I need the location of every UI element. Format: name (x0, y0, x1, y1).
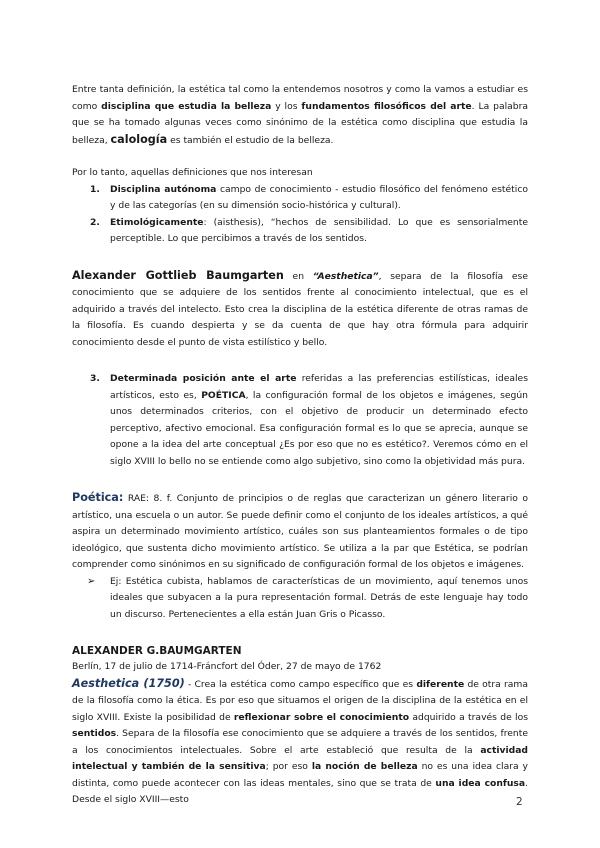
bold-run: actividad intelectual y también de la sensitiva (72, 744, 528, 772)
text-run: . Separa de la filosofía ese conocimiento que se adquiere a través de los sentidos, frente a los conocimientos intelectuales. Sobre el arte estableció que resulta de la (72, 728, 528, 756)
bold-run: sentidos (72, 728, 117, 739)
list-item (72, 182, 528, 215)
aesthetica-title: Aesthetica (1750) (72, 676, 185, 690)
bold-run: diferente (416, 678, 465, 690)
arrow-bullet-icon: ➢ (87, 575, 96, 587)
bold-run: Etimológicamente (110, 216, 204, 228)
text-run: , separa de la filosofía ese conocimiento que se adquiere de los sentidos frente al conocimiento intelectual, que es el adquirido a través del intelecto. Esto crea la disciplina de la estética diferente de otras ramas de la filosofía. Es cuando despierta y se da cuenta de que hay otra fórmula para adquirir conocimiento desde el punto de vista estilístico y bello. (72, 270, 528, 348)
list-item (72, 371, 528, 470)
text-run: RAE: 8. f. Conjunto de principios o de reglas que caracterizan un género literario o artístico, una escuela o un autor. Se puede definir como el conjunto de los ideales artísticos, a qué aspira un determinado movimiento artístico, cuáles son sus planteamientos formales o de tipo ideológico, que sustenta dicho movimiento artístico. Se utiliza a la par que Estética, se podrían comprender como sinónimos en su significado de configuración formal de los objetos e imágenes. (72, 493, 528, 570)
bold-run: disciplina que estudia la belleza (101, 100, 272, 112)
intro-paragraph (72, 82, 528, 149)
text-run: y los (271, 100, 302, 112)
aesthetica-paragraph (72, 676, 528, 809)
text-run: adquirido a través de los (409, 711, 529, 723)
text-run: ; por eso (265, 761, 312, 772)
poetica-label: Poética: (72, 491, 124, 504)
section-heading: ALEXANDER G.BAUMGARTEN (72, 645, 242, 657)
bold-run: Determinada posición ante el arte (110, 373, 297, 384)
list-number: 1. (90, 183, 100, 195)
example-bullet (72, 574, 528, 624)
bold-run: la noción de belleza (311, 761, 418, 772)
text-run: de otra rama de la filosofía como la ética. Es por eso que situamos el origen de la disciplina de la estética en el siglo XVIII. Existe la posibilidad de (72, 678, 528, 723)
text-run: campo de conocimiento - estudio filosófico del fenómeno estético y de las categorías (en su dimensión socio-histórica y cultural). (110, 183, 528, 211)
text-run: Ej: Estética cubista, hablamos de características de un movimiento, aquí tenemos unos ideales que subyacen a la pura representación formal. Detrás de este lenguaje hay todo un discurso. Pertenecientes a ella están Juan Gris o Picasso. (110, 575, 528, 620)
text-run: . La palabra que se ha tomado algunas veces como sinónimo de la estética como disciplina que estudia la belleza, (72, 100, 528, 146)
text-run: referidas a las preferencias estilísticas, ideales artísticos, esto es, (110, 373, 528, 401)
page-number: 2 (516, 796, 523, 808)
list-number: 2. (90, 216, 100, 228)
italic-run: “Aesthetica” (312, 270, 379, 282)
section-dates: Berlín, 17 de julio de 1714-Fráncfort del Óder, 27 de mayo de 1762 (72, 661, 382, 672)
list-item (72, 215, 528, 248)
page-content (72, 82, 528, 809)
text-run: es también el estudio de la belleza. (167, 134, 334, 146)
text-run: en (283, 270, 313, 282)
list-number: 3. (90, 373, 100, 384)
text-run: : (aisthesis), “hechos de sensibilidad. Lo que es sensorialmente perceptible. Lo que percibimos a través de los sentidos. (110, 216, 528, 244)
bold-run: una idea confusa (435, 777, 526, 789)
text-run: - Crea la estética como campo específico que es (184, 678, 417, 690)
bold-run: calología (110, 132, 168, 146)
bold-run: fundamentos filosóficos del arte (301, 100, 472, 112)
text-run: . Desde el siglo XVIII—esto (72, 777, 528, 805)
text-run: no es una idea clara y distinta, como puede acontecer con las ideas mentales, sino que se trata de (72, 761, 528, 789)
bold-run: Alexander Gottlieb Baumgarten (72, 268, 284, 282)
text-run: Entre tanta definición, la estética tal como la entendemos nosotros y como la vamos a estudiar es como (72, 84, 528, 112)
definitions-list (72, 182, 528, 248)
bold-run: reflexionar sobre el conocimiento (233, 711, 410, 723)
poetica-paragraph (72, 490, 528, 574)
text-run: , la configuración formal de los objetos e imágenes, según unos determinados criterios, con el objetivo de producir un determinado efecto perceptivo, afectivo emocional. Esa configuración formal es lo que se aprecia, aunque se opone a la idea del arte conceptual ¿Es por eso que no es estético?. Veremos cómo en el siglo XVIII lo bello no se entiende como algo subjetivo, sino como la objetividad más pura. (110, 389, 528, 467)
baumgarten-paragraph (72, 268, 528, 352)
definitions-list-continued (72, 371, 528, 470)
definitions-intro: Por lo tanto, aquellas definiciones que nos interesan (72, 167, 313, 178)
bold-run: POÉTICA (201, 389, 246, 401)
bold-run: Disciplina autónoma (110, 183, 217, 195)
